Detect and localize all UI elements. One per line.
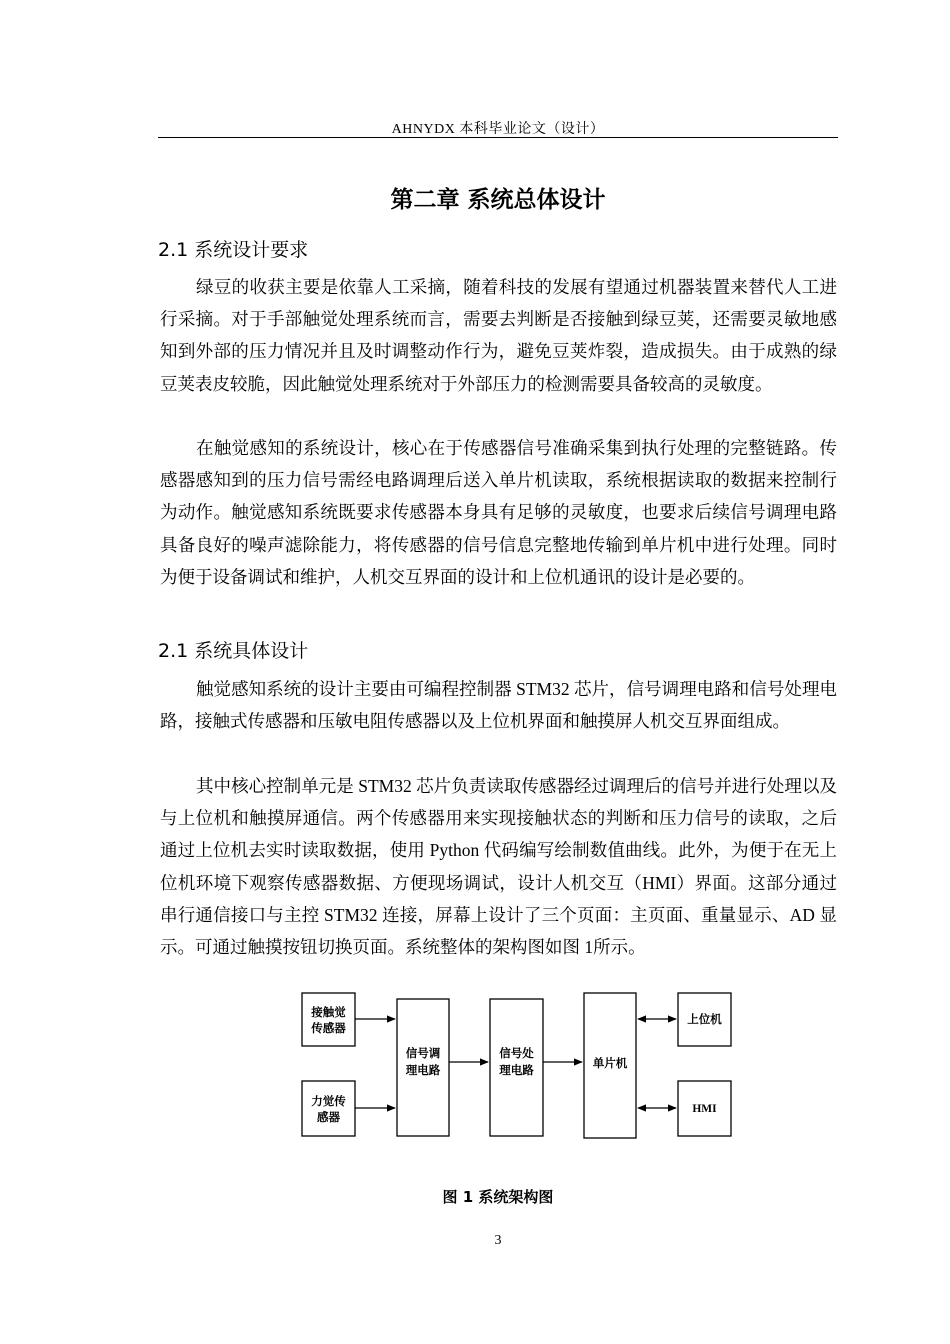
section-heading-detailed-design: 2.1 系统具体设计	[158, 640, 309, 662]
force-sensor-label-2: 感器	[317, 1110, 340, 1124]
figure-caption: 图 1 系统架构图	[442, 1188, 554, 1206]
system-architecture-diagram	[300, 985, 734, 1143]
processing-label-2: 理电路	[499, 1063, 534, 1077]
contact-sensor-label-1: 接触觉	[311, 1005, 346, 1019]
paragraph: 绿豆的收获主要是依靠人工采摘，随着科技的发展有望通过机器装置来替代人工进行采摘。对于手部触觉处理系统而言，需要去判断是否接触到绿豆荚，还需要灵敏地感知到外部的压力情况并且及时调整动作行为，避免豆荚炸裂，造成损失。由于成熟的绿豆荚表皮较脆，因此触觉处理系统对于外部压力的检测需要具备较高的灵敏度。	[160, 277, 837, 394]
paragraph: 在触觉感知的系统设计，核心在于传感器信号准确采集到执行处理的完整链路。传感器感知到的压力信号需经电路调理后送入单片机读取，系统根据读取的数据来控制行为动作。触觉感知系统既要求传感器本身具有足够的灵敏度，也要求后续信号调理电路具备良好的噪声滤除能力，将传感器的信号信息完整地传输到单片机中进行处理。同时为便于设备调试和维护，人机交互界面的设计和上位机通讯的设计是必要的。	[160, 438, 837, 587]
force-sensor-label-1: 力觉传	[311, 1094, 346, 1108]
contact-sensor-label-2: 传感器	[311, 1021, 346, 1035]
mcu-label: 单片机	[592, 1056, 628, 1070]
conditioning-label-2: 理电路	[405, 1063, 441, 1077]
force-sensor-block	[302, 1081, 355, 1136]
hmi-label: HMI	[692, 1103, 717, 1115]
host-computer-label: 上位机	[687, 1012, 722, 1026]
chapter-title: 第二章 系统总体设计	[390, 187, 606, 213]
header-rule	[158, 137, 838, 138]
section-heading-requirements: 2.1 系统设计要求	[158, 239, 309, 261]
processing-label-1: 信号处	[499, 1046, 534, 1060]
paragraph: 其中核心控制单元是 STM32 芯片负责读取传感器经过调理后的信号并进行处理以及与上位机和触摸屏通信。两个传感器用来实现接触状态的判断和压力信号的读取，之后通过上位机去实时读取数据，使用 Python 代码编写绘制数值曲线。此外，为便于在无上位机环境下观察传感器数据、方便现场调试，设计人机交互（HMI）界面。这部分通过串行通信接口与主控 STM32 连接，屏幕上设计了三个页面：主页面、重量显示、AD 显示。可通过触摸按钮切换页面。系统整体的架构图如图 1所示。	[160, 776, 837, 958]
conditioning-label-1: 信号调	[405, 1046, 441, 1060]
contact-sensor-block	[302, 993, 355, 1046]
page-number: 3	[494, 1233, 502, 1248]
paragraph: 触觉感知系统的设计主要由可编程控制器 STM32 芯片，信号调理电路和信号处理电路，接触式传感器和压敏电阻传感器以及上位机界面和触摸屏人机交互界面组成。	[160, 679, 837, 732]
running-header: AHNYDX 本科毕业论文（设计）	[391, 122, 605, 137]
